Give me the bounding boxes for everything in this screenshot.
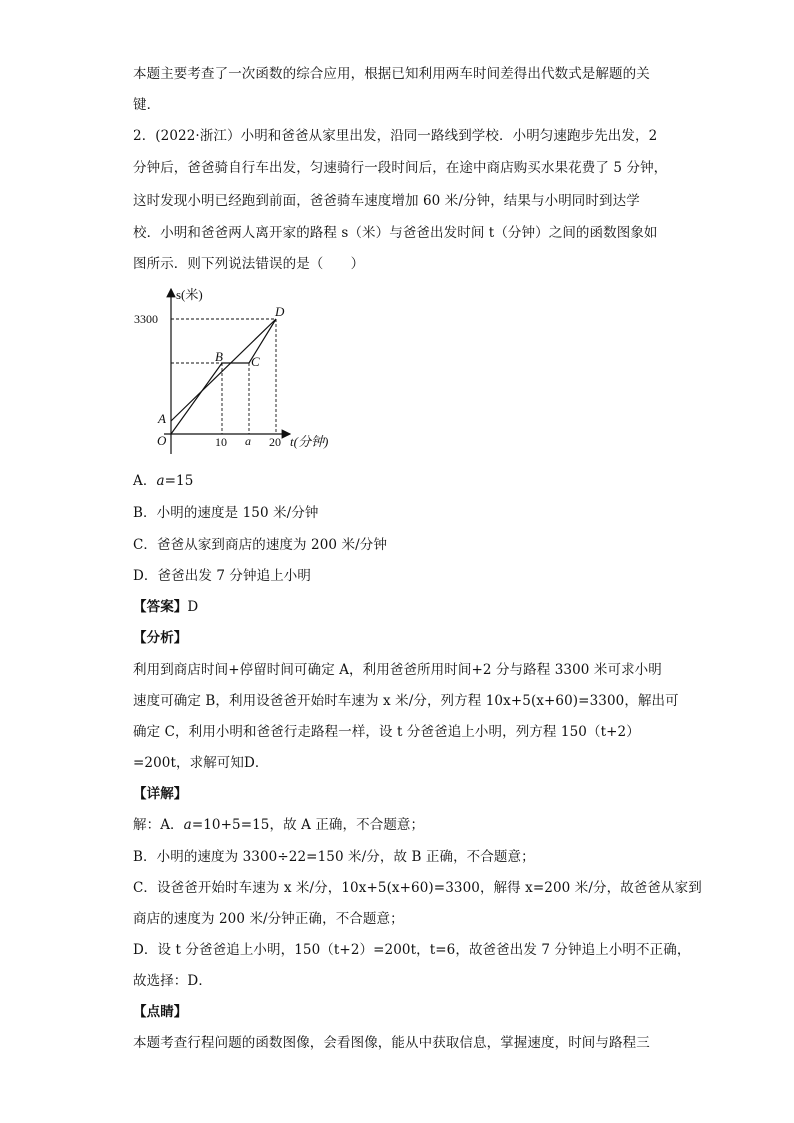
analysis-line-4: =200t，求解可知D．	[133, 755, 269, 771]
detail-line-1-prefix: 解：A．	[133, 817, 184, 833]
y-tick-3300: 3300	[134, 312, 158, 326]
x-tick-20: 20	[269, 435, 281, 449]
option-d: D．爸爸出发 7 分钟追上小明	[133, 568, 311, 584]
option-b: B．小明的速度是 150 米/分钟	[133, 505, 319, 521]
analysis-heading: 【分析】	[133, 630, 188, 646]
dad-line	[171, 319, 276, 434]
option-a-rest: =15	[164, 473, 194, 489]
point-D-label: D	[275, 304, 285, 319]
question-line-5: 图所示．则下列说法错误的是（ ）	[133, 256, 365, 272]
detail-line-6: 故选择：D．	[133, 973, 212, 989]
point-O-label: O	[157, 433, 167, 448]
detail-line-1-rest: =10+5=15，故 A 正确，不合题意；	[191, 817, 425, 833]
answer-line	[133, 597, 198, 617]
comment-heading: 【点睛】	[133, 1004, 188, 1020]
detail-line-1	[133, 815, 424, 835]
question-line-4: 校．小明和爸爸两人离开家的路程 s（米）与爸爸出发时间 t（分钟）之间的函数图象如	[133, 225, 658, 241]
distance-time-graph	[130, 282, 350, 460]
detail-line-1-var: a	[183, 817, 192, 833]
y-axis-label: s(米)	[176, 287, 203, 302]
point-C-label: C	[251, 354, 260, 369]
x-tick-10: 10	[215, 435, 227, 449]
detail-line-4: 商店的速度为 200 米/分钟正确，不合题意；	[133, 911, 404, 927]
option-a-var: a	[156, 473, 165, 489]
x-axis-label: t(分钟)	[290, 434, 329, 449]
analysis-line-3: 确定 C，利用小明和爸爸行走路程一样，设 t 分爸爸追上小明，列方程 150（t+2）	[133, 724, 640, 740]
option-a	[133, 471, 193, 491]
question-line-2: 分钟后，爸爸骑自行车出发，匀速骑行一段时间后，在途中商店购买水果花费了 5 分钟，	[133, 160, 668, 176]
xiaoming-line	[171, 319, 276, 421]
detail-line-2: B．小明的速度为 3300÷22=150 米/分，故 B 正确，不合题意；	[133, 849, 535, 865]
detail-heading: 【详解】	[133, 786, 188, 802]
detail-line-3: C．设爸爸开始时车速为 x 米/分，10x+5(x+60)=3300，解得 x=200 米/分，故爸爸从家到	[133, 880, 702, 896]
comment-line-1: 本题考查行程问题的函数图像，会看图像，能从中获取信息，掌握速度，时间与路程三	[133, 1035, 650, 1051]
question-line-1: 2．(2022·浙江）小明和爸爸从家里出发，沿同一路线到学校．小明匀速跑步先出发，2	[133, 128, 658, 144]
intro-line-1: 本题主要考查了一次函数的综合应用，根据已知利用两车时间差得出代数式是解题的关	[133, 66, 650, 82]
option-c: C．爸爸从家到商店的速度为 200 米/分钟	[133, 537, 387, 553]
question-line-3: 这时发现小明已经跑到前面，爸爸骑车速度增加 60 米/分钟，结果与小明同时到达学	[133, 193, 640, 209]
option-a-prefix: A．	[133, 473, 157, 489]
answer-heading: 【答案】	[133, 599, 188, 615]
point-A-label: A	[158, 411, 166, 426]
analysis-line-2: 速度可确定 B，利用设爸爸开始时车速为 x 米/分，列方程 10x+5(x+60)=3300，解出可	[133, 693, 679, 709]
point-B-label: B	[215, 349, 223, 364]
analysis-line-1: 利用到商店时间+停留时间可确定 A，利用爸爸所用时间+2 分与路程 3300 米可求小明	[133, 662, 662, 678]
x-tick-a: a	[245, 434, 251, 448]
detail-line-5: D．设 t 分爸爸追上小明，150（t+2）=200t，t=6，故爸爸出发 7 分钟追上小明不正确，	[133, 942, 691, 958]
intro-line-2: 键．	[133, 97, 161, 113]
answer-value: D	[187, 599, 199, 615]
